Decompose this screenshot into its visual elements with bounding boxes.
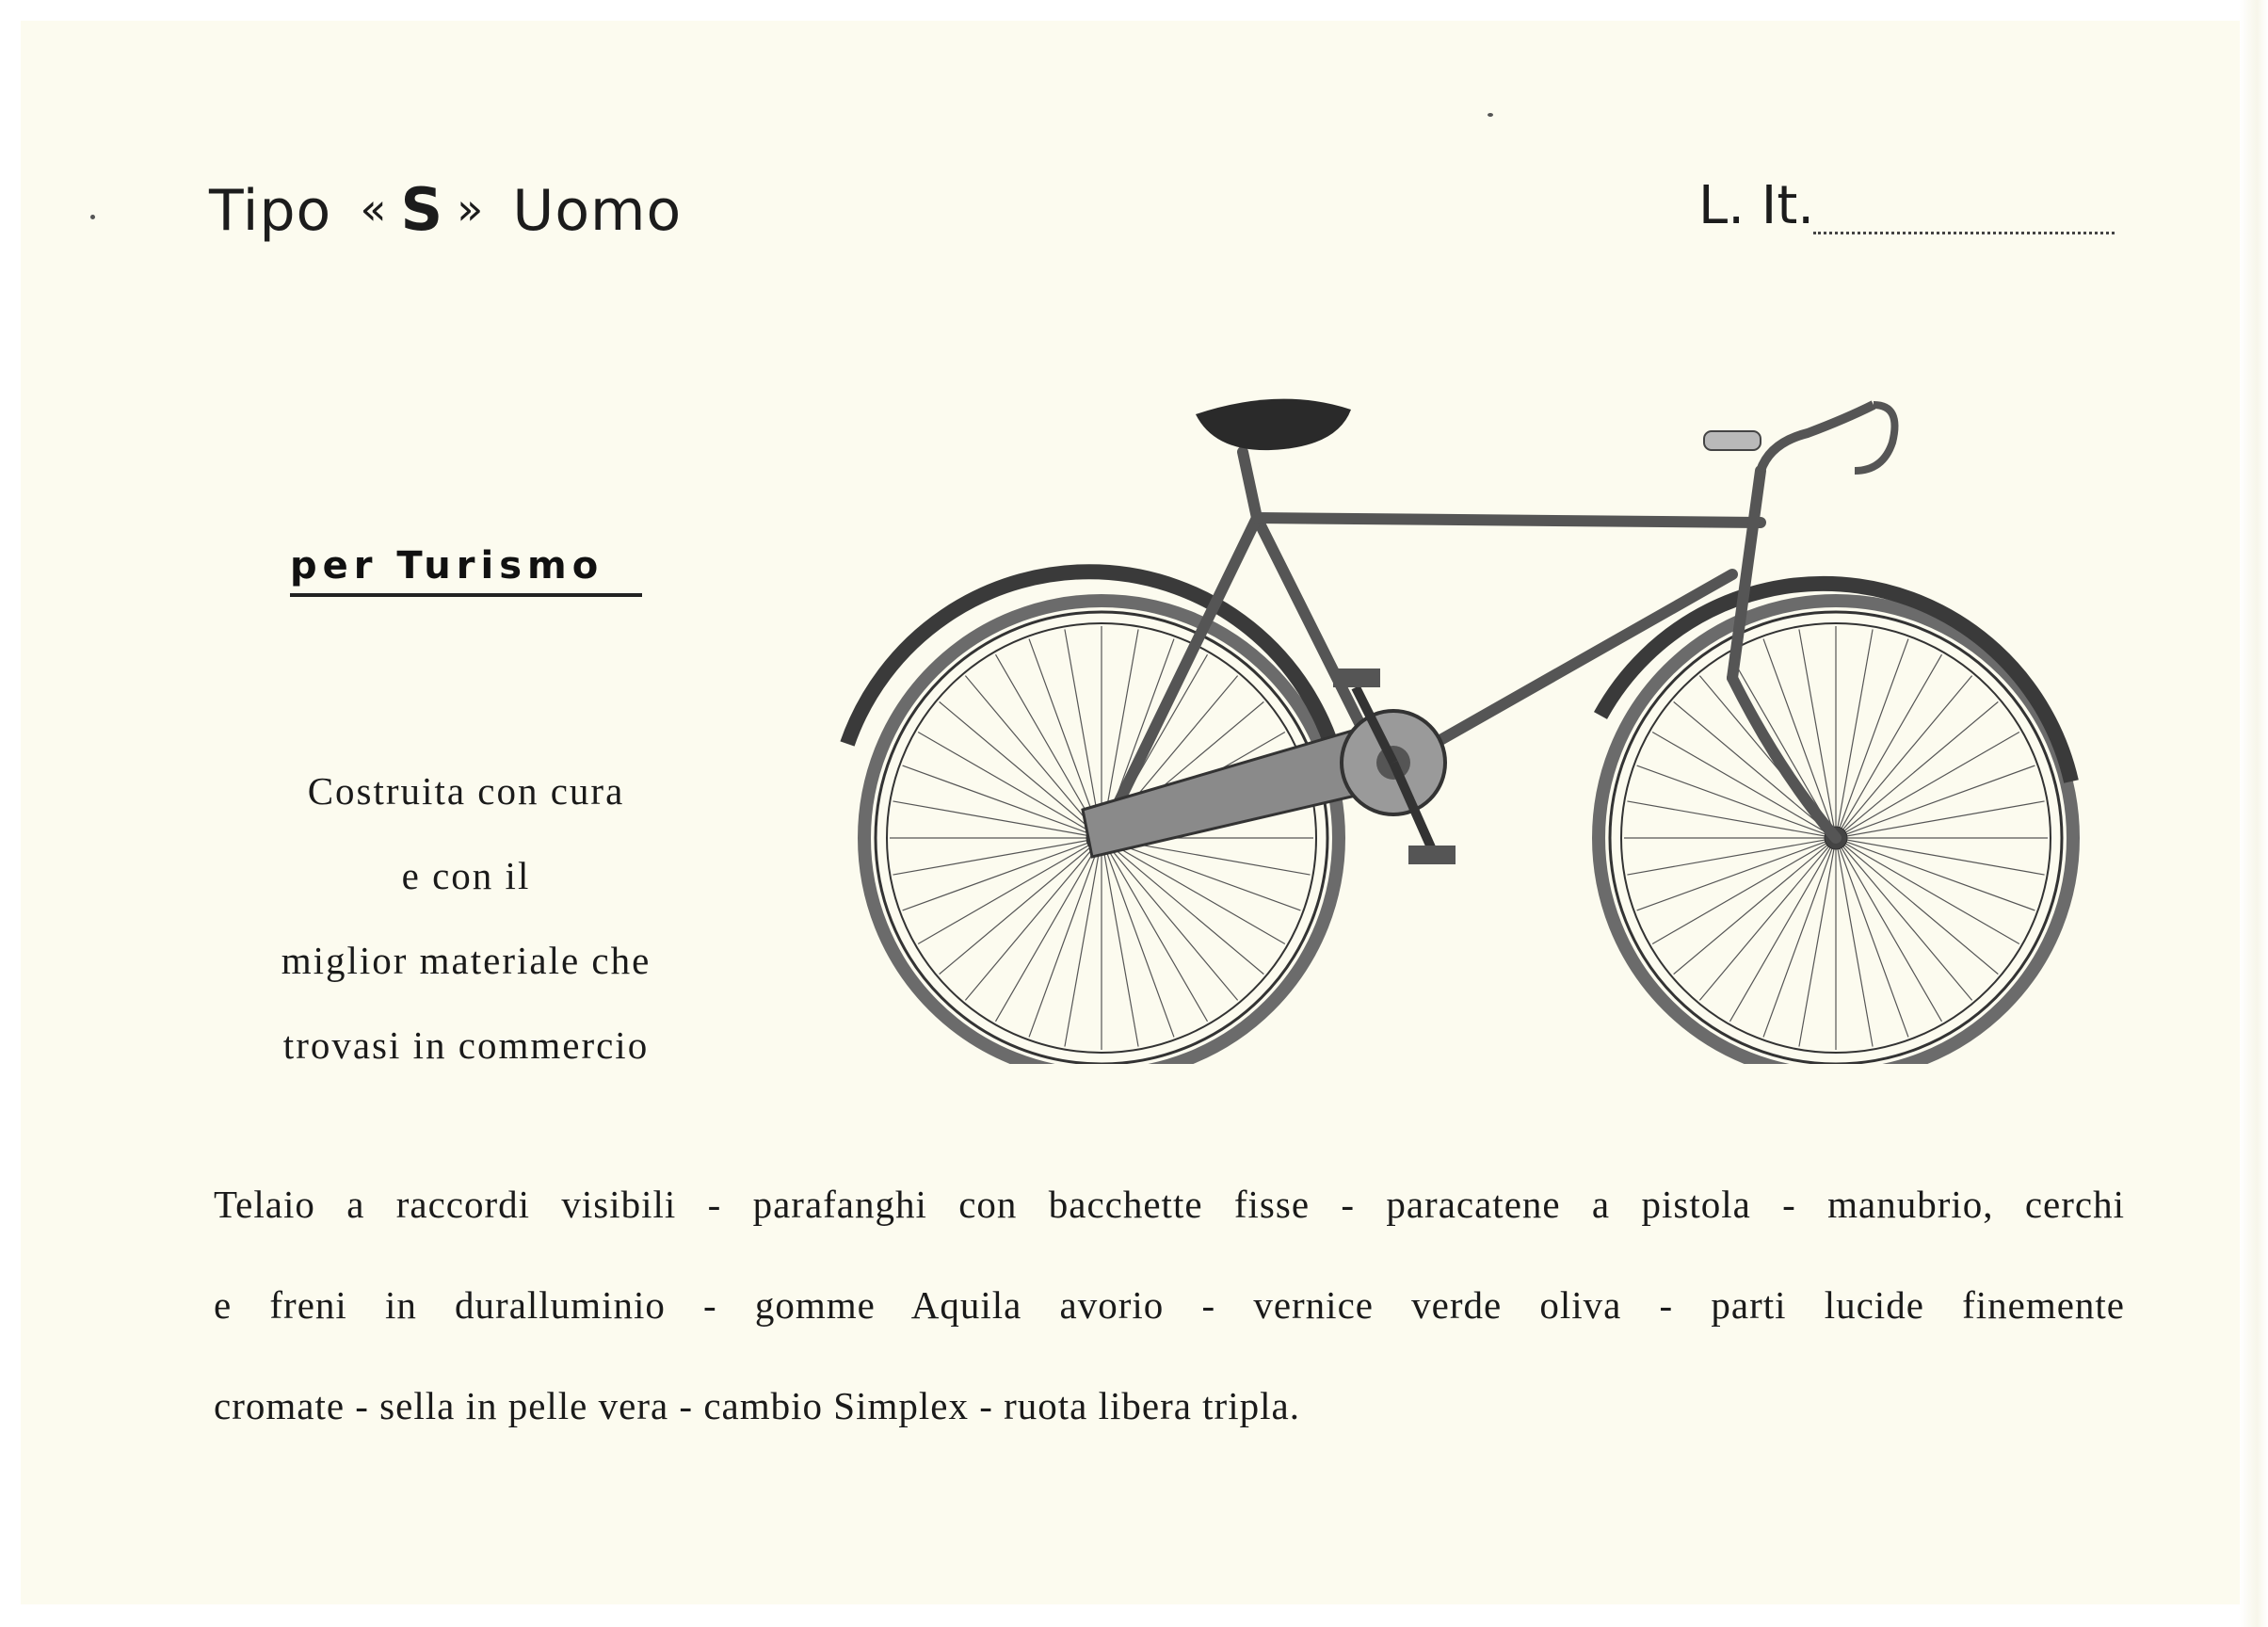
description-line: miglior materiale che: [281, 939, 651, 982]
specs-line: cromate - sella in pelle vera - cambio Simplex - ruota libera tripla.: [214, 1384, 1300, 1427]
paper-speck: [90, 215, 95, 219]
price-dotted-line: [1813, 232, 2115, 234]
description-line: Costruita con cura: [307, 769, 625, 813]
quote-close: »: [457, 184, 485, 234]
page-edge: [2240, 0, 2268, 1627]
description-line: trovasi in commercio: [282, 1023, 650, 1067]
page-title: [209, 175, 682, 244]
subtitle: per Turismo: [290, 544, 604, 588]
specs-block: [214, 1182, 2125, 1484]
description-block: [235, 749, 697, 1087]
title-suffix: Uomo: [512, 178, 683, 244]
price-label: L. It.: [1698, 175, 1815, 236]
title-prefix: Tipo: [209, 178, 332, 244]
specs-line: e freni in duralluminio - gomme Aquila avorio - vernice verde oliva - parti lucide finemente: [214, 1283, 2125, 1327]
paper-speck: [1488, 113, 1493, 117]
description-line: e con il: [401, 854, 531, 897]
bicycle-icon: [828, 367, 2109, 1064]
subtitle-underline: [290, 593, 642, 597]
specs-line: Telaio a raccordi visibili - parafanghi con bacchette fisse - paracatene a pistola - manubrio, cerchi: [214, 1183, 2125, 1226]
quote-open: «: [360, 184, 388, 234]
model-letter: S: [400, 175, 444, 244]
